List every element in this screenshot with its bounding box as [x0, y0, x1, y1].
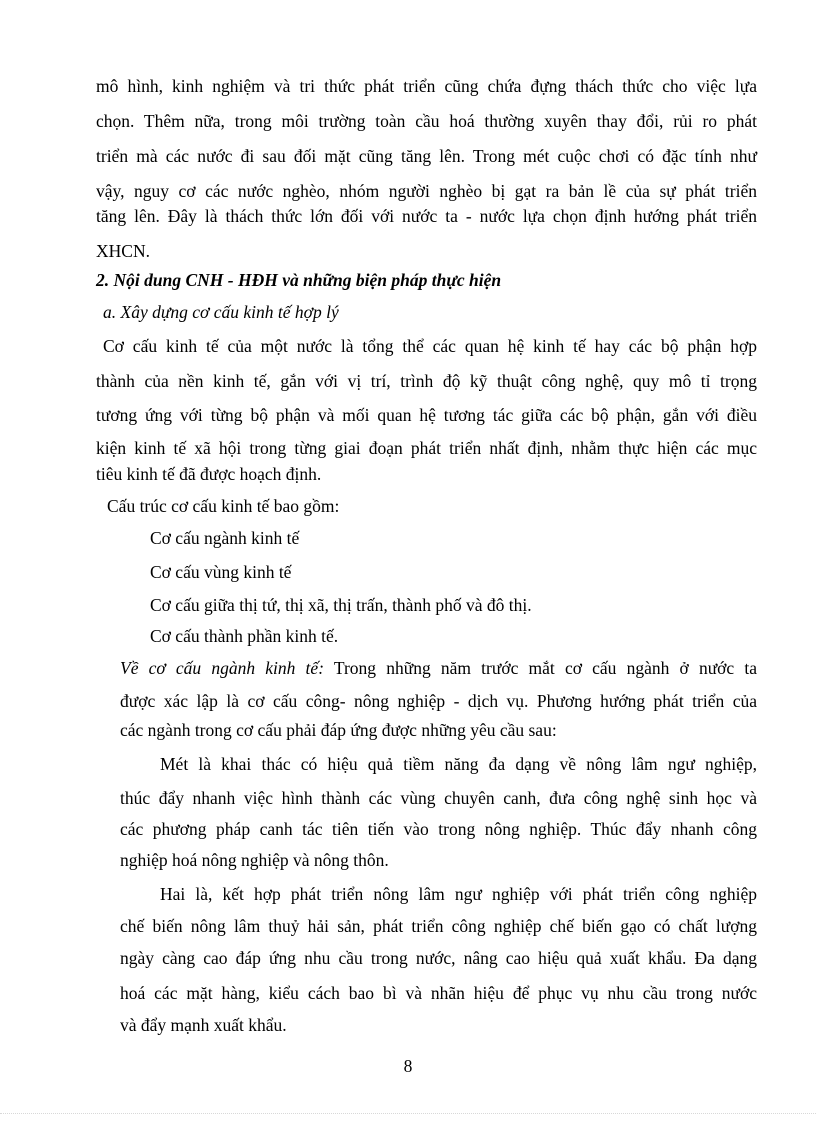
industry-first-line: Trong những năm trước mắt cơ cấu ngành ở nước ta: [324, 658, 758, 678]
text-line: XHCN.: [96, 241, 150, 261]
text-line: [120, 656, 757, 680]
text-line: chọn. Thêm nữa, trong môi trường toàn cầu hoá thường xuyên thay đổi, rủi ro phát: [96, 111, 757, 131]
list-item: Cơ cấu vùng kinh tế: [150, 562, 292, 582]
text-line: thúc đẩy nhanh việc hình thành các vùng chuyên canh, đưa công nghệ sinh học và: [120, 788, 757, 808]
text-line: nghiệp hoá nông nghiệp và nông thôn.: [120, 850, 389, 870]
text-line: các phương pháp canh tác tiên tiến vào trong nông nghiệp. Thúc đẩy nhanh công: [120, 819, 757, 839]
text-line: tiêu kinh tế đã được hoạch định.: [96, 464, 322, 484]
list-item: Cơ cấu ngành kinh tế: [150, 528, 300, 548]
text-line: tương ứng với từng bộ phận và mối quan hệ tương tác giữa các bộ phận, gắn với điều: [96, 405, 757, 425]
text-line: kiện kinh tế xã hội trong từng giai đoạn phát triển nhất định, nhằm thực hiện các mục: [96, 438, 757, 458]
text-line: Hai là, kết hợp phát triển nông lâm ngư nghiệp với phát triển công nghiệp: [160, 884, 757, 904]
section-heading: 2. Nội dung CNH - HĐH và những biện pháp thực hiện: [96, 270, 502, 290]
industry-label: Về cơ cấu ngành kinh tế:: [120, 658, 325, 678]
text-line: hoá các mặt hàng, kiểu cách bao bì và nhãn hiệu để phục vụ nhu cầu trong nước: [120, 983, 757, 1003]
text-line: chế biến nông lâm thuỷ hải sản, phát triển công nghiệp chế biến gạo có chất lượng: [120, 916, 757, 936]
list-item: Cơ cấu thành phần kinh tế.: [150, 626, 339, 646]
list-item: Cơ cấu giữa thị tứ, thị xã, thị trấn, thành phố và đô thị.: [150, 595, 532, 615]
text-line: Cơ cấu kinh tế của một nước là tổng thể các quan hệ kinh tế hay các bộ phận hợp: [103, 336, 757, 356]
text-line: vậy, nguy cơ các nước nghèo, nhóm người nghèo bị gạt ra bản lề của sự phát triển: [96, 181, 757, 201]
text-line: các ngành trong cơ cấu phải đáp ứng được những yêu cầu sau:: [120, 720, 557, 740]
text-line: được xác lập là cơ cấu công- nông nghiệp - dịch vụ. Phương hướng phát triển của: [120, 691, 757, 711]
text-line: triển mà các nước đi sau đối mặt cũng tăng lên. Trong mét cuộc chơi có đặc tính như: [96, 146, 757, 166]
text-line: tăng lên. Đây là thách thức lớn đối với nước ta - nước lựa chọn định hướng phát triển: [96, 206, 757, 226]
text-line: và đẩy mạnh xuất khẩu.: [120, 1015, 287, 1035]
text-line: mô hình, kinh nghiệm và tri thức phát triển cũng chứa đựng thách thức cho việc lựa: [96, 76, 757, 96]
page-bottom-divider: [0, 1113, 816, 1114]
structure-intro: Cấu trúc cơ cấu kinh tế bao gồm:: [107, 496, 340, 516]
text-line: Mét là khai thác có hiệu quả tiềm năng đa dạng về nông lâm ngư nghiệp,: [160, 754, 757, 774]
page-number: 8: [403, 1056, 413, 1076]
subsection-heading: a. Xây dựng cơ cấu kinh tế hợp lý: [103, 302, 339, 322]
text-line: thành của nền kinh tế, gắn với vị trí, trình độ kỹ thuật công nghệ, quy mô tỉ trọng: [96, 371, 757, 391]
text-line: ngày càng cao đáp ứng nhu cầu trong nước, nâng cao hiệu quả xuất khẩu. Đa dạng: [120, 948, 757, 968]
